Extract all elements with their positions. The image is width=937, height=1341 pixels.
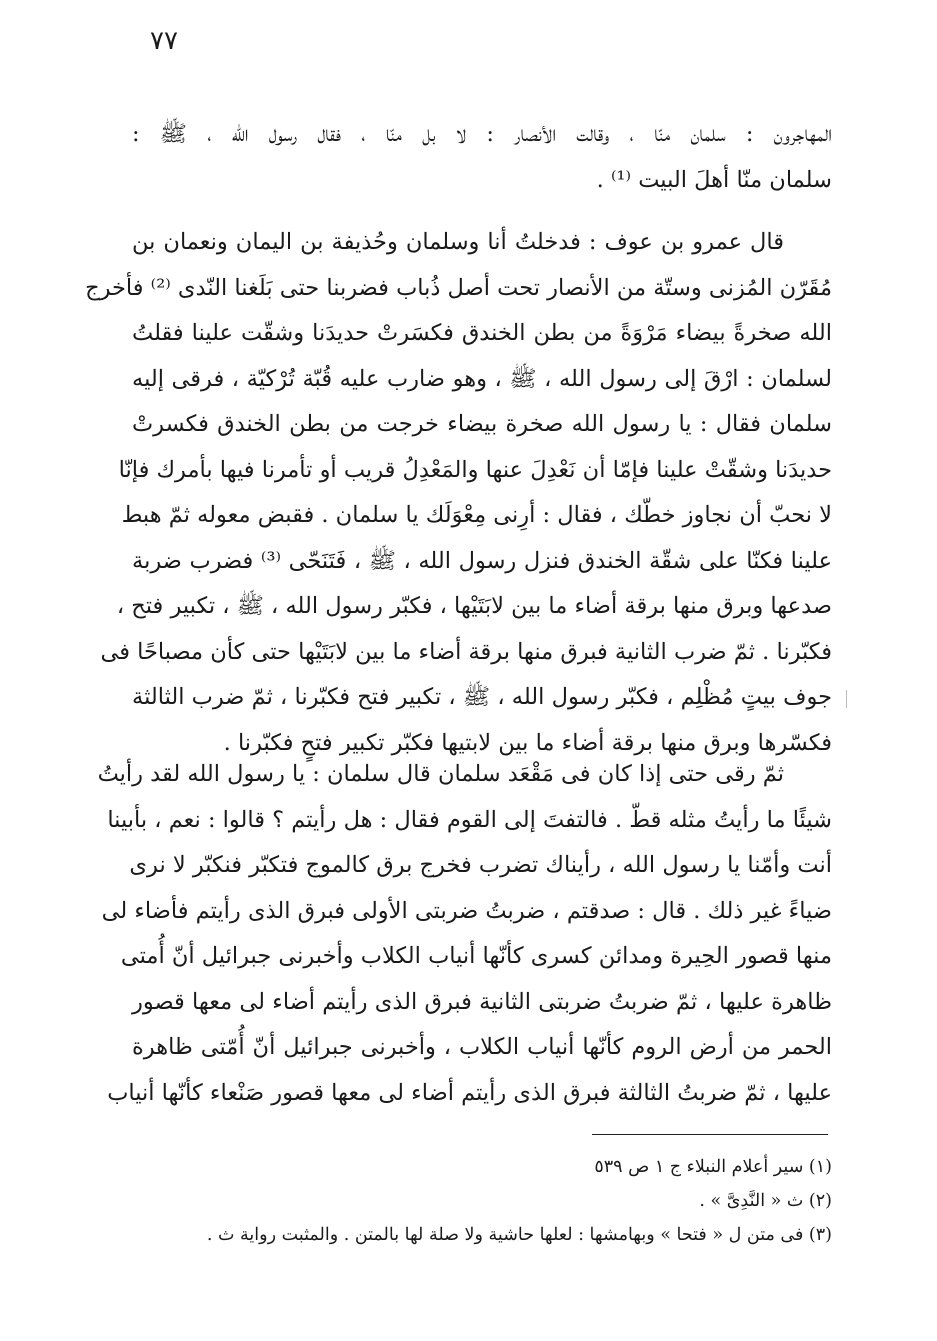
- text-line: عليها ، ثمّ ضربتُ الثالثة فبرق الذى رأيتم أضاء لى معها قصور صَنْعاء كأنّها أنياب: [107, 1079, 832, 1106]
- footnote-divider: [592, 1134, 828, 1135]
- text-line: قال عمرو بن عوف : فدخلتُ أنا وسلمان وحُذيفة بن اليمان ونعمان بن: [132, 229, 784, 255]
- text-line: لا نحبّ أن نجاوز خطّك ، فقال : أرِنى مِعْوَلَك يا سلمان . فقبض معوله ثمّ هبط: [121, 502, 832, 528]
- text-line: سلمان فقال : يا رسول الله صخرة بيضاء خرجت من بطن الخندق فكسرتْ: [132, 411, 832, 437]
- page-number: ٧٧: [150, 26, 178, 56]
- text-line: الحمر من أرض الروم كأنّها أنياب الكلاب ، وأخبرنى جبرائيل أنّ أُمّتى ظاهرة: [132, 1034, 832, 1060]
- footnotes: [132, 1150, 832, 1252]
- paragraph-1: [132, 112, 832, 203]
- footnote-3: (٣) فى متن ل « فتحا » وبهامشها : لعلها حاشية ولا صلة لها بالمتن . والمثبت رواية ث .: [206, 1225, 832, 1245]
- footnote-1: (١) سير أعلام النبلاء ج ١ ص ٥٣٩: [594, 1157, 832, 1177]
- text-line: سلمان منّا أهلَ البيت ⁽¹⁾ .: [596, 166, 832, 193]
- text-line: المهاجرون : سلمان منّا ، وقالت الأنصار : لا بل منّا ، فقال رسول الله ، ﷺ :: [132, 121, 832, 147]
- text-line: صدعها وبرق منها برقة أضاء ما بين لابَتَيْها ، فكبّر رسول الله ، ﷺ ، تكبير فتح ،: [116, 593, 832, 619]
- text-line: حديدَنا وشقّتْ علينا فإمّا أن نَعْدِلَ عنها والمَعْدِلُ قريب أو تأمرنا فيها بأمرك فإنّا: [118, 456, 832, 483]
- text-line: منها قصور الحِيرة ومدائن كسرى كأنّها أنياب الكلاب وأخبرنى جبرائيل أنّ أُمتى: [120, 943, 832, 969]
- text-line: الله صخرةً بيضاء مَرْوَةً من بطن الخندق فكسَرتْ حديدَنا وشقّت علينا فقلتُ: [132, 320, 832, 346]
- text-line: فكسّرها وبرق منها برقة أضاء ما بين لابتيها فكبّر تكبير فتحٍ فكبّرنا .: [223, 729, 832, 756]
- text-line: ثمّ رقى حتى إذا كان فى مَقْعَد سلمان قال سلمان : يا رسول الله لقد رأيتُ: [97, 761, 784, 787]
- text-line: لسلمان : ارْقَ إلى رسول الله ، ﷺ ، وهو ضارب عليه قُبّة تُرْكيّة ، فرقى إليه: [132, 365, 832, 392]
- text-line: فكبّرنا . ثمّ ضرب الثانية فبرق منها برقة أضاء ما بين لابَتَيْها حتى كأن مصباحًا فى: [100, 638, 832, 665]
- text-line: أنت وأمّنا يا رسول الله ، رأيناك تضرب فخرج برق كالموج فتكبّر فنكبّر لا نرى: [129, 852, 832, 878]
- text-line: علينا فكنّا على شقّة الخندق فنزل رسول الله ، ﷺ ، فَتَنَحّى ⁽³⁾ فضرب ضربة: [132, 547, 832, 574]
- text-line: شيئًا ما رأيتُ مثله قطّ . فالتفتَ إلى القوم فقال : هل رأيتم ؟ قالوا : نعم ، بأبينا: [107, 806, 832, 833]
- text-line: مُقَرّن المُزنى وستّة من الأنصار تحت أصل ذُباب فضربنا حتى بَلَغنا النّدى ⁽²⁾ فأخرج: [85, 274, 832, 301]
- margin-mark: [846, 690, 847, 708]
- text-line: جوف بيتٍ مُظْلِم ، فكبّر رسول الله ، ﷺ ، تكبير فتح فكبّرنا ، ثمّ ضرب الثالثة: [132, 684, 832, 710]
- paragraph-2: [85, 220, 832, 766]
- paragraph-3: [97, 752, 832, 1116]
- text-line: ظاهرة عليها ، ثمّ ضربتُ ضربتى الثانية فبرق الذى رأيتم أضاء لى معها قصور: [132, 988, 832, 1015]
- text-line: ضياءً غير ذلك . قال : صدقتم ، ضربتُ ضربتى الأولى فبرق الذى رأيتم فأضاء لى: [101, 897, 832, 924]
- footnote-2: (٢) ث « النَّدِىَّ » .: [699, 1191, 832, 1211]
